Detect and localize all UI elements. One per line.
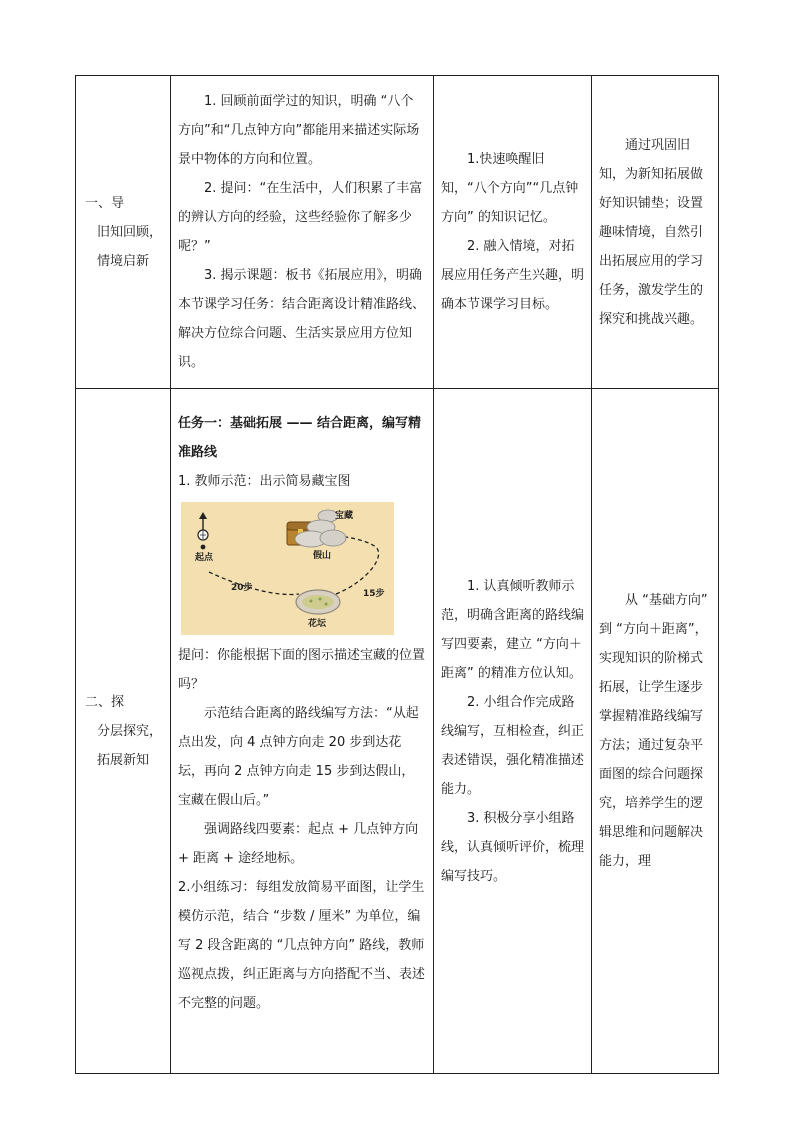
design-intent-cell [592, 76, 719, 389]
student-activity-item: 3. 积极分享小组路线，认真倾听评价，梳理编写技巧。 [441, 810, 585, 884]
teacher-activity-item: 1. 回顾前面学过的知识，明确 “八个方向”和“几点钟方向”都能用来描述实际场景中物体的方向和位置。 [178, 94, 420, 167]
stage-subtitle: 拓展新知 [97, 752, 150, 768]
design-intent-text: 通过巩固旧知，为新知拓展做好知识铺垫；设置趣味情境，自然引出拓展应用的学习任务，激发学生的探究和挑战兴趣。 [599, 137, 704, 327]
student-activity-cell [434, 389, 592, 1074]
teacher-question: 提问：你能根据下面的图示描述宝藏的位置吗？ [178, 648, 426, 692]
student-activity-item: 2. 小组合作完成路线编写，互相检查，纠正表述错误，强化精准描述能力。 [441, 694, 585, 797]
teacher-emphasis: 强调路线四要素：起点 + 几点钟方向 + 距离 + 途经地标。 [178, 822, 419, 866]
stage-title: 一、导 [85, 195, 125, 211]
teacher-activity-cell [171, 76, 434, 389]
student-activity-item: 1. 认真倾听教师示范，明确含距离的路线编写四要素，建立 “方向＋距离” 的精准方位认知。 [441, 578, 585, 681]
stage-subtitle: 分层探究， [97, 723, 163, 739]
table-row [76, 389, 719, 1074]
student-activity-item: 1.快速唤醒旧知，“八个方向”“几点钟方向” 的知识记忆。 [441, 152, 579, 225]
stage-title: 二、探 [85, 694, 125, 710]
task-title: 任务一：基础拓展 —— 结合距离，编写精准路线 [178, 416, 422, 460]
teacher-activity-item: 3. 揭示课题：板书《拓展应用》，明确本节课学习任务：结合距离设计精准路线、解决方位综合问题、生活实景应用方位知识。 [178, 268, 426, 370]
design-intent-cell [592, 389, 719, 1074]
teacher-demo: 示范结合距离的路线编写方法：“从起点出发，向 4 点钟方向走 20 步到达花坛，再向 2 点钟方向走 15 步到达假山，宝藏在假山后。” [178, 706, 419, 808]
map-label-rockery: 假山 [313, 551, 332, 561]
map-label-distance: 20步 [231, 583, 253, 593]
map-label-distance: 15步 [363, 589, 385, 599]
table-row [76, 76, 719, 389]
stage-cell [76, 76, 171, 389]
stage-subtitle: 情境启新 [97, 253, 150, 269]
stage-subtitle: 旧知回顾， [97, 224, 163, 240]
map-label-start: 起点 [195, 553, 214, 563]
teacher-step: 1. 教师示范：出示简易藏宝图 [178, 474, 351, 489]
lesson-plan-table [75, 75, 719, 1074]
teacher-activity-cell [171, 389, 434, 1074]
design-intent-text: 从 “基础方向” 到 “方向＋距离”，实现知识的阶梯式拓展，让学生逐步掌握精准路线编写方法；通过复杂平面图的综合问题探究，培养学生的逻辑思维和问题解决能力，理 [599, 593, 708, 869]
student-activity-item: 2. 融入情境，对拓展应用任务产生兴趣，明确本节课学习目标。 [441, 239, 585, 312]
teacher-activity-item: 2. 提问：“在生活中，人们积累了丰富的辨认方向的经验，这些经验你了解多少呢？” [178, 181, 423, 254]
stage-cell [76, 389, 171, 1074]
treasure-map-image [181, 502, 394, 635]
map-label-treasure: 宝藏 [335, 511, 354, 521]
student-activity-cell [434, 76, 592, 389]
flowerbed-icon [296, 590, 340, 614]
map-label-flowerbed: 花坛 [308, 619, 327, 629]
teacher-step: 2.小组练习：每组发放简易平面图，让学生模仿示范，结合 “步数 / 厘米” 为单位，编写 2 段含距离的 “几点钟方向” 路线，教师巡视点拨，纠正距离与方向搭配不当、表述不完整的问题。 [178, 880, 426, 1011]
